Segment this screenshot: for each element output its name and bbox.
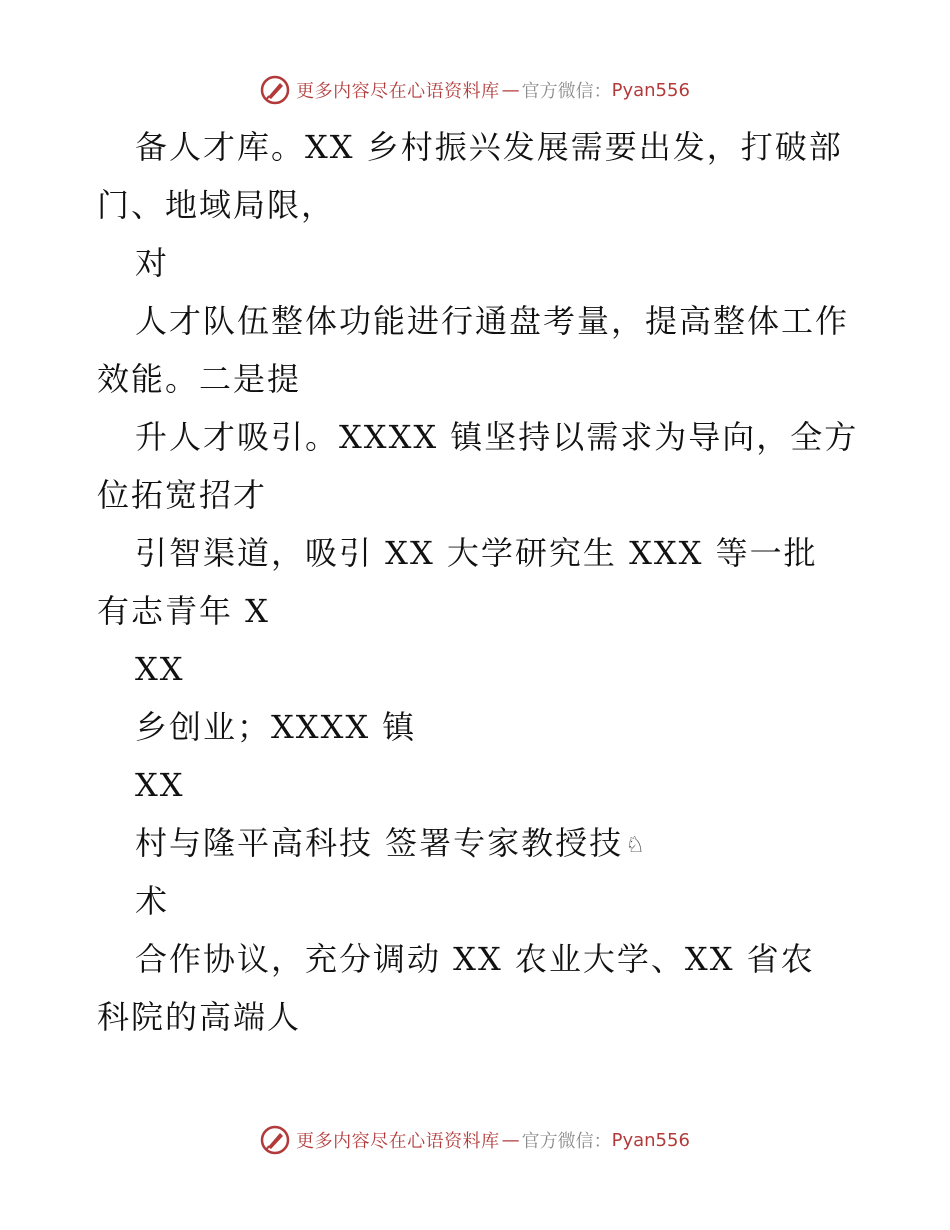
text-line: 术 <box>135 882 170 920</box>
text-line: 村与隆平高科技 签署专家教授技 <box>135 824 624 862</box>
watermark-main-text: 更多内容尽在心语资料库 <box>296 81 500 102</box>
text-line: 乡创业；XXXX 镇 <box>135 708 417 746</box>
watermark-wechat-label: 官方微信： <box>521 81 612 102</box>
text-line: XX <box>135 650 185 688</box>
watermark-main-text: 更多内容尽在心语资料库 <box>296 1131 500 1152</box>
text-line: 合作协议，充分调动 XX 农业大学、XX 省农 <box>135 940 815 978</box>
watermark-wechat-id: Pyan556 <box>611 79 690 101</box>
text-line-with-glyph <box>97 814 867 872</box>
header-watermark <box>0 70 950 110</box>
text-line: 效能。二是提 <box>97 360 302 398</box>
text-line: 有志青年 X <box>97 592 270 630</box>
text-line: XX <box>135 766 185 804</box>
text-line: 对 <box>135 244 170 282</box>
quill-logo-icon <box>260 75 290 105</box>
watermark-wechat-label: 官方微信： <box>521 1131 612 1152</box>
text-line: 科院的高端人 <box>97 998 302 1036</box>
text-line: 位拓宽招才 <box>97 476 268 514</box>
document-body <box>97 118 867 1046</box>
text-line: 升人才吸引。XXXX 镇坚持以需求为导向，全方 <box>135 418 859 456</box>
text-line: 备人才库。XX 乡村振兴发展需要出发，打破部 <box>135 128 843 166</box>
text-line: 引智渠道，吸引 XX 大学研究生 XXX 等一批 <box>135 534 818 572</box>
watermark-wechat-id: Pyan556 <box>611 1129 690 1151</box>
text-line: 人才队伍整体功能进行通盘考量，提高整体工作 <box>135 302 850 340</box>
watermark-separator: — <box>501 1129 520 1151</box>
quill-logo-icon <box>260 1125 290 1155</box>
text-line: 门、地域局限， <box>97 186 336 224</box>
stray-glyph-icon: ♘ <box>625 832 647 858</box>
watermark-separator: — <box>501 79 520 101</box>
footer-watermark <box>0 1120 950 1160</box>
